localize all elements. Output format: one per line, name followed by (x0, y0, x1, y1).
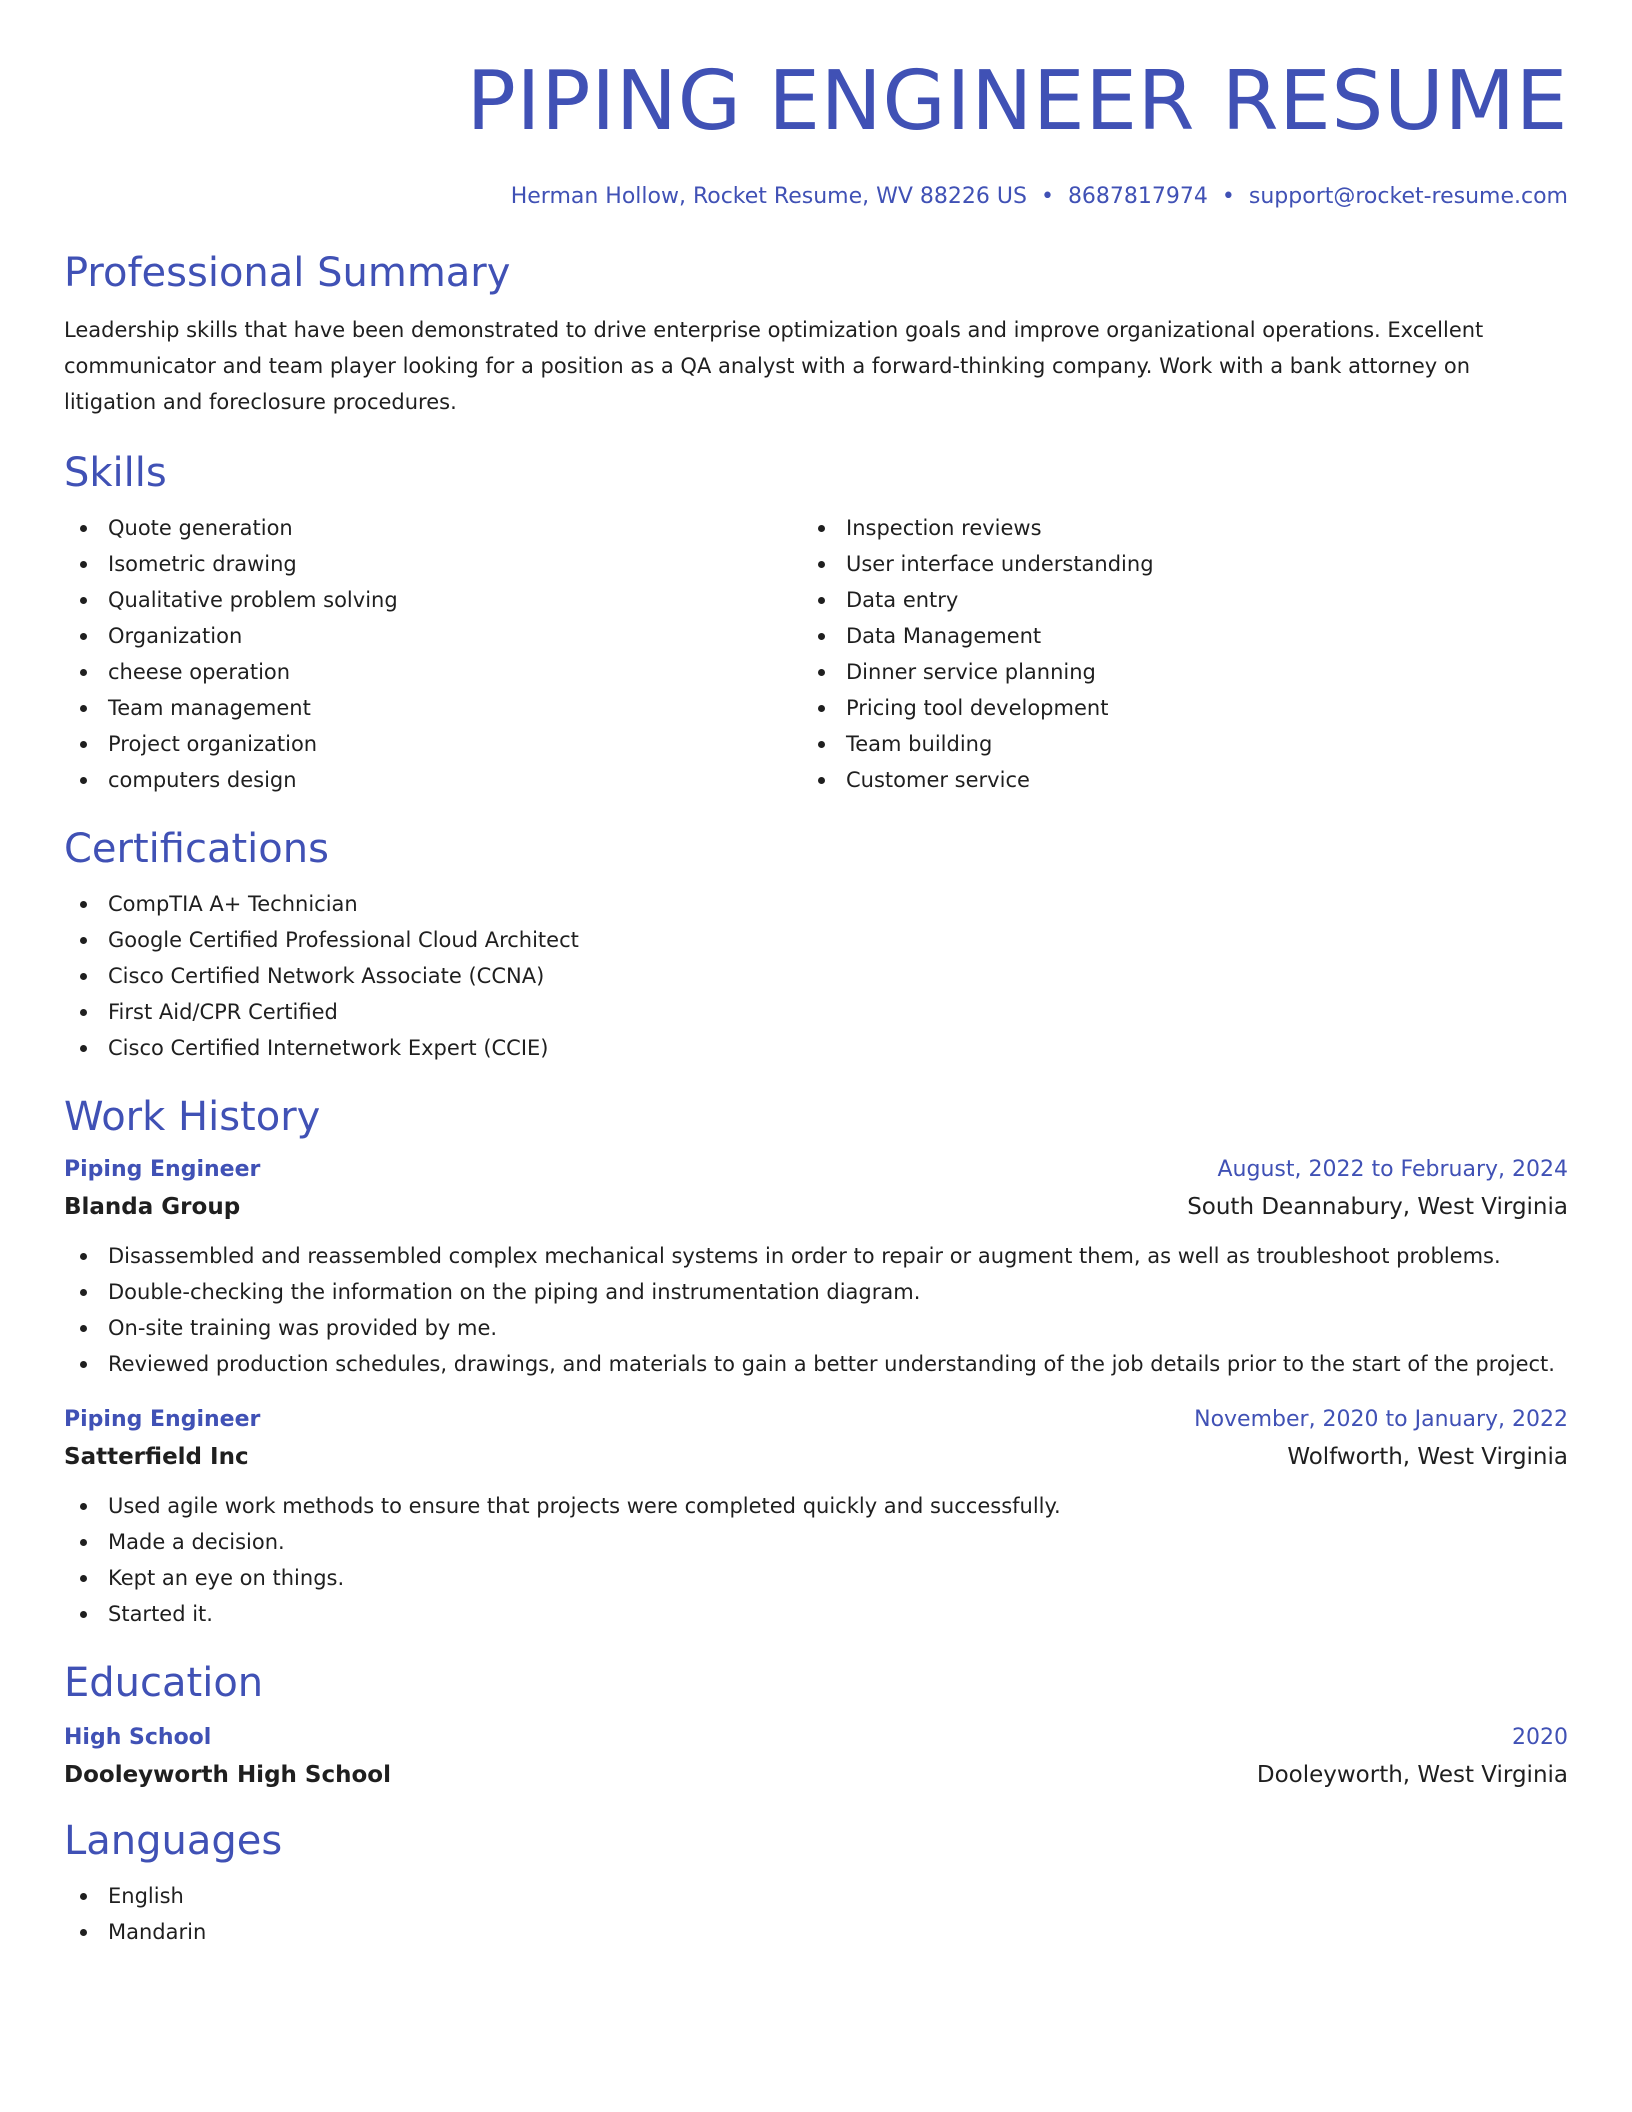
skill-item: computers design (64, 762, 802, 798)
skill-item: Isometric drawing (64, 546, 802, 582)
skill-item: Data Management (802, 618, 1540, 654)
certification-item: Google Certified Professional Cloud Architect (64, 922, 1568, 958)
contact-separator: • (1221, 184, 1235, 209)
skill-item: cheese operation (64, 654, 802, 690)
resume-title: PIPING ENGINEER RESUME (466, 54, 1568, 149)
skill-item: Quote generation (64, 510, 802, 546)
job-company-row (64, 1188, 1568, 1226)
education-section (64, 1658, 1568, 1794)
job-bullet: On-site training was provided by me. (64, 1310, 1568, 1346)
certifications-list (64, 886, 1568, 1066)
job-title-row (64, 1152, 1568, 1188)
job-bullet: Reviewed production schedules, drawings, and materials to gain a better understanding of the job details prior to the start of the project. (64, 1346, 1568, 1382)
language-item: Mandarin (64, 1914, 1568, 1950)
skill-item: Team building (802, 726, 1540, 762)
job-dates: August, 2022 to February, 2024 (1217, 1157, 1568, 1182)
job-bullets (64, 1238, 1568, 1382)
work-section (64, 1092, 1568, 1632)
skills-heading: Skills (64, 450, 167, 496)
job-location: Wolfworth, West Virginia (1287, 1444, 1568, 1470)
job-dates: November, 2020 to January, 2022 (1194, 1407, 1568, 1432)
contact-phone: 8687817974 (1067, 184, 1208, 209)
skills-grid (64, 510, 1568, 798)
certifications-heading: Certifications (64, 826, 329, 872)
contact-address: Herman Hollow, Rocket Resume, WV 88226 US (510, 184, 1027, 209)
education-school-row (64, 1756, 1568, 1794)
job-bullet: Used agile work methods to ensure that projects were completed quickly and successfully. (64, 1488, 1568, 1524)
education-heading: Education (64, 1660, 264, 1706)
summary-section (64, 248, 1568, 420)
education-school: Dooleyworth High School (64, 1762, 391, 1788)
contact-line (64, 182, 1568, 212)
skill-item: User interface understanding (802, 546, 1540, 582)
education-location: Dooleyworth, West Virginia (1256, 1762, 1568, 1788)
certifications-section (64, 824, 1568, 1066)
skill-item: Customer service (802, 762, 1540, 798)
skill-item: Organization (64, 618, 802, 654)
job-bullets (64, 1488, 1568, 1632)
contact-separator: • (1040, 184, 1054, 209)
education-year: 2020 (1512, 1725, 1568, 1750)
skill-item: Project organization (64, 726, 802, 762)
summary-text: Leadership skills that have been demonstrated to drive enterprise optimization goals and improve organizational operations. Excellent communicator and team player looking for a position as a QA analyst with a forward-thinking company. Work with a bank attorney on litigation and foreclosure procedures. (64, 318, 1484, 414)
skill-item: Inspection reviews (802, 510, 1540, 546)
job-title: Piping Engineer (64, 1407, 261, 1432)
languages-list (64, 1878, 1568, 1950)
skill-item: Team management (64, 690, 802, 726)
languages-section (64, 1816, 1568, 1950)
job-entry (64, 1152, 1568, 1382)
education-degree: High School (64, 1725, 212, 1750)
skill-item: Dinner service planning (802, 654, 1540, 690)
certification-item: Cisco Certified Network Associate (CCNA) (64, 958, 1568, 994)
language-item: English (64, 1878, 1568, 1914)
job-entry (64, 1402, 1568, 1632)
languages-heading: Languages (64, 1818, 283, 1864)
job-location: South Deannabury, West Virginia (1187, 1194, 1568, 1220)
job-bullet: Disassembled and reassembled complex mechanical systems in order to repair or augment them, as well as troubleshoot problems. (64, 1238, 1568, 1274)
job-company-row (64, 1438, 1568, 1476)
job-company: Blanda Group (64, 1194, 241, 1220)
certification-item: CompTIA A+ Technician (64, 886, 1568, 922)
job-title: Piping Engineer (64, 1157, 261, 1182)
skill-item: Data entry (802, 582, 1540, 618)
work-heading: Work History (64, 1094, 321, 1140)
skill-item: Pricing tool development (802, 690, 1540, 726)
skills-list-left (64, 510, 802, 798)
certification-item: First Aid/CPR Certified (64, 994, 1568, 1030)
summary-heading: Professional Summary (64, 250, 511, 296)
job-bullet: Started it. (64, 1596, 1568, 1632)
job-company: Satterfield Inc (64, 1444, 249, 1470)
education-degree-row (64, 1720, 1568, 1756)
job-bullet: Kept an eye on things. (64, 1560, 1568, 1596)
certification-item: Cisco Certified Internetwork Expert (CCIE) (64, 1030, 1568, 1066)
skills-list-right (802, 510, 1540, 798)
contact-email: support@rocket-resume.com (1248, 184, 1568, 209)
job-bullet: Made a decision. (64, 1524, 1568, 1560)
skill-item: Qualitative problem solving (64, 582, 802, 618)
skills-section (64, 448, 1568, 798)
job-title-row (64, 1402, 1568, 1438)
education-entry (64, 1720, 1568, 1794)
job-bullet: Double-checking the information on the piping and instrumentation diagram. (64, 1274, 1568, 1310)
